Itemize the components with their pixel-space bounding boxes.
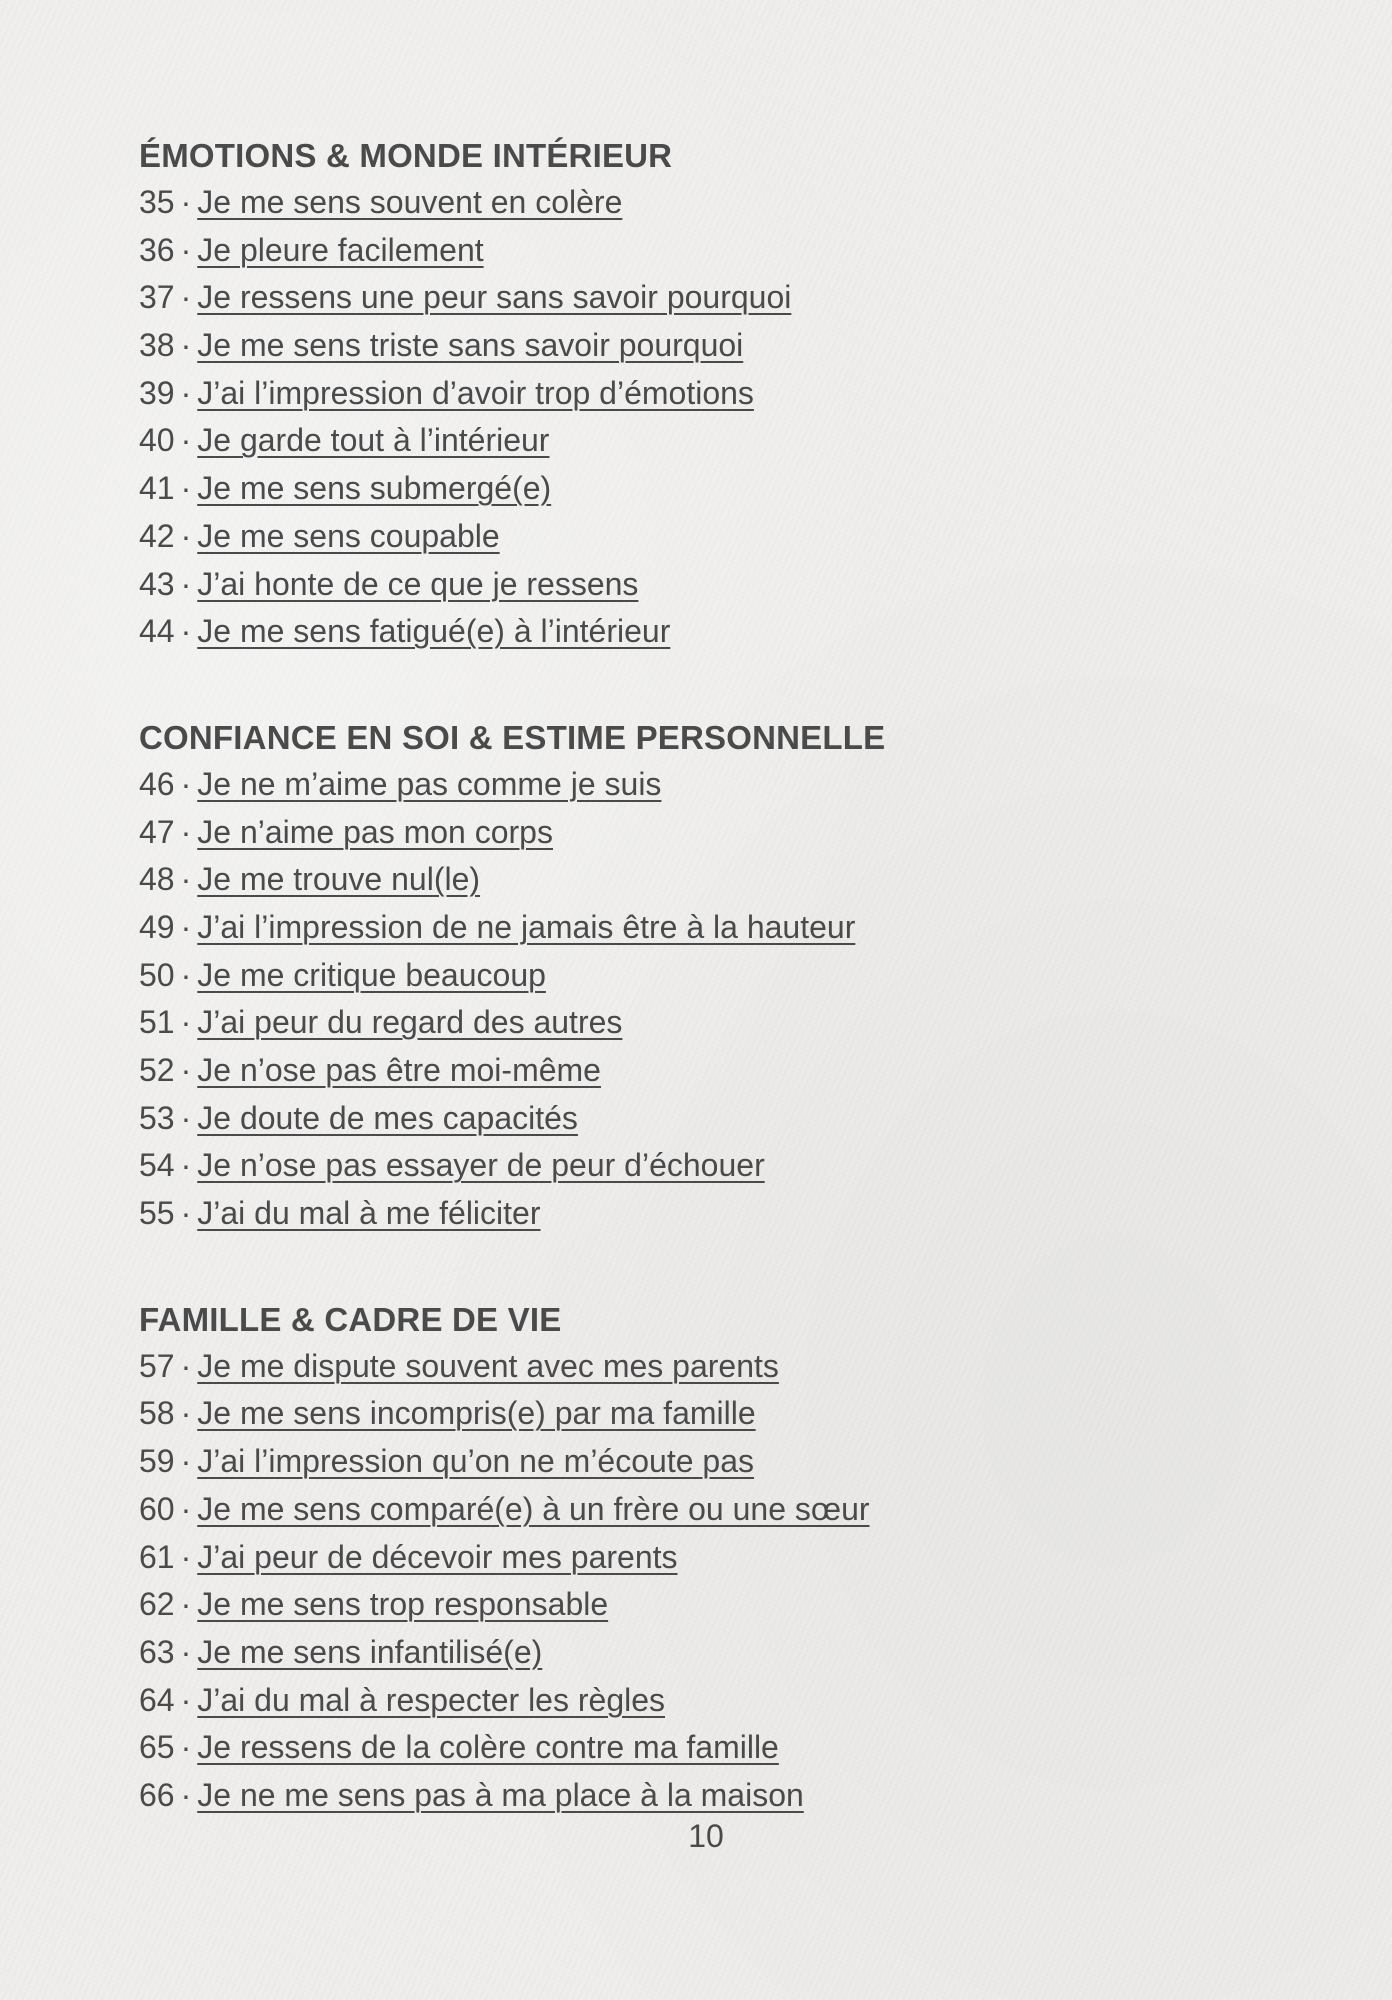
item-separator: · (180, 1099, 192, 1136)
list-item (139, 904, 1289, 952)
item-number: 62 (139, 1586, 175, 1623)
page-content (139, 132, 1289, 1878)
item-link[interactable]: Je me sens trop responsable (197, 1586, 609, 1623)
item-number: 35 (139, 184, 175, 220)
section-famille (139, 1296, 1289, 1820)
list-item (139, 761, 1289, 809)
item-link[interactable]: Je garde tout à l’intérieur (197, 422, 550, 459)
item-number: 51 (139, 1004, 175, 1041)
item-separator: · (180, 1004, 192, 1041)
item-separator: · (180, 279, 192, 316)
list-item (139, 1390, 1289, 1438)
item-separator: · (180, 1052, 192, 1088)
item-link[interactable]: J’ai peur du regard des autres (197, 1004, 623, 1041)
item-link[interactable]: J’ai l’impression d’avoir trop d’émotions (197, 374, 754, 411)
item-number: 63 (139, 1633, 175, 1670)
item-link[interactable]: Je pleure facilement (197, 231, 484, 268)
item-number: 48 (139, 861, 175, 898)
item-link[interactable]: Je n’ose pas être moi-même (197, 1052, 601, 1088)
list-item (139, 1343, 1289, 1391)
item-link[interactable]: Je me sens fatigué(e) à l’intérieur (197, 613, 671, 650)
list-item (139, 1724, 1289, 1772)
list-item (139, 952, 1289, 1000)
list-item (139, 227, 1289, 275)
list-item (139, 608, 1289, 656)
item-separator: · (180, 956, 192, 993)
item-number: 57 (139, 1347, 175, 1384)
list-item (139, 417, 1289, 465)
item-number: 53 (139, 1099, 175, 1136)
list-item (139, 1438, 1289, 1486)
item-number: 36 (139, 231, 175, 268)
item-link[interactable]: Je me sens triste sans savoir pourquoi (197, 327, 744, 364)
item-link[interactable]: Je me dispute souvent avec mes parents (197, 1347, 779, 1384)
item-number: 49 (139, 908, 175, 945)
list-item (139, 322, 1289, 370)
item-separator: · (180, 470, 192, 507)
list-item (139, 370, 1289, 418)
section-title: CONFIANCE EN SOI & ESTIME PERSONNELLE (139, 718, 886, 756)
item-separator: · (180, 374, 192, 411)
list-item (139, 1486, 1289, 1534)
list-item (139, 1190, 1289, 1238)
item-separator: · (180, 908, 192, 945)
item-number: 39 (139, 374, 175, 411)
item-separator: · (180, 327, 192, 364)
list-item (139, 513, 1289, 561)
item-separator: · (180, 1776, 192, 1813)
item-separator: · (180, 1395, 192, 1432)
item-link[interactable]: J’ai peur de décevoir mes parents (197, 1538, 678, 1575)
list-item (139, 999, 1289, 1047)
item-link[interactable]: Je me sens comparé(e) à un frère ou une sœur (197, 1490, 870, 1527)
item-separator: · (180, 1586, 192, 1623)
item-link[interactable]: Je doute de mes capacités (197, 1099, 578, 1136)
item-separator: · (180, 231, 192, 268)
list-item (139, 1095, 1289, 1143)
item-number: 66 (139, 1776, 175, 1813)
item-separator: · (180, 184, 192, 220)
list-item (139, 856, 1289, 904)
item-link[interactable]: Je me sens infantilisé(e) (197, 1633, 543, 1670)
item-number: 64 (139, 1681, 175, 1718)
section-title: ÉMOTIONS & MONDE INTÉRIEUR (139, 137, 673, 174)
page-number: 10 (688, 1818, 724, 1854)
item-link[interactable]: J’ai l’impression de ne jamais être à la hauteur (197, 908, 856, 945)
item-link[interactable]: Je ressens une peur sans savoir pourquoi (197, 279, 792, 316)
item-separator: · (180, 1538, 192, 1575)
section-title: FAMILLE & CADRE DE VIE (139, 1300, 562, 1338)
item-separator: · (180, 1729, 192, 1766)
item-separator: · (180, 765, 192, 802)
item-number: 43 (139, 565, 175, 602)
item-number: 38 (139, 327, 175, 364)
list-item (139, 1629, 1289, 1677)
item-link[interactable]: J’ai l’impression qu’on ne m’écoute pas (197, 1443, 754, 1480)
item-separator: · (180, 422, 192, 459)
item-separator: · (180, 1681, 192, 1718)
item-number: 59 (139, 1443, 175, 1480)
item-separator: · (180, 813, 192, 850)
list-item (139, 274, 1289, 322)
item-separator: · (180, 1147, 192, 1184)
item-number: 60 (139, 1490, 175, 1527)
list-item (139, 1677, 1289, 1725)
item-link[interactable]: Je ne me sens pas à ma place à la maison (197, 1776, 804, 1813)
item-link[interactable]: J’ai du mal à respecter les règles (197, 1681, 666, 1718)
item-number: 40 (139, 422, 175, 459)
list-item (139, 561, 1289, 609)
item-number: 54 (139, 1147, 175, 1184)
item-separator: · (180, 1347, 192, 1384)
item-number: 37 (139, 279, 175, 316)
item-link[interactable]: Je me sens incompris(e) par ma famille (197, 1395, 756, 1432)
list-item (139, 1142, 1289, 1190)
item-link[interactable]: Je me sens coupable (197, 517, 500, 554)
item-link[interactable]: Je me sens souvent en colère (197, 184, 623, 220)
item-number: 52 (139, 1052, 175, 1088)
item-number: 44 (139, 613, 175, 650)
item-link[interactable]: J’ai honte de ce que je ressens (197, 565, 639, 602)
list-item (139, 465, 1289, 513)
item-link[interactable]: Je me trouve nul(le) (197, 861, 481, 898)
section-confiance (139, 714, 1289, 1238)
item-link[interactable]: Je me sens submergé(e) (197, 470, 552, 507)
item-separator: · (180, 1443, 192, 1480)
list-item (139, 1047, 1289, 1095)
list-item (139, 809, 1289, 857)
item-number: 46 (139, 765, 175, 802)
item-link[interactable]: Je n’ose pas essayer de peur d’échouer (197, 1147, 765, 1184)
section-emotions (139, 132, 1289, 656)
item-number: 42 (139, 517, 175, 554)
item-separator: · (180, 1490, 192, 1527)
list-item (139, 1772, 1289, 1820)
item-separator: · (180, 565, 192, 602)
item-separator: · (180, 1633, 192, 1670)
item-separator: · (180, 1195, 192, 1232)
item-number: 41 (139, 470, 175, 507)
list-item (139, 1534, 1289, 1582)
item-link[interactable]: Je me critique beaucoup (197, 956, 546, 993)
item-number: 65 (139, 1729, 175, 1766)
item-number: 47 (139, 813, 175, 850)
item-separator: · (180, 613, 192, 650)
item-number: 50 (139, 956, 175, 993)
item-link[interactable]: Je ressens de la colère contre ma famille (197, 1729, 779, 1766)
item-link[interactable]: Je ne m’aime pas comme je suis (197, 765, 662, 802)
item-link[interactable]: Je n’aime pas mon corps (197, 813, 553, 850)
item-number: 61 (139, 1538, 175, 1575)
item-link[interactable]: J’ai du mal à me féliciter (197, 1195, 541, 1232)
item-separator: · (180, 861, 192, 898)
list-item (139, 1581, 1289, 1629)
item-number: 58 (139, 1395, 175, 1432)
item-number: 55 (139, 1195, 175, 1232)
list-item (139, 179, 1289, 227)
item-separator: · (180, 517, 192, 554)
